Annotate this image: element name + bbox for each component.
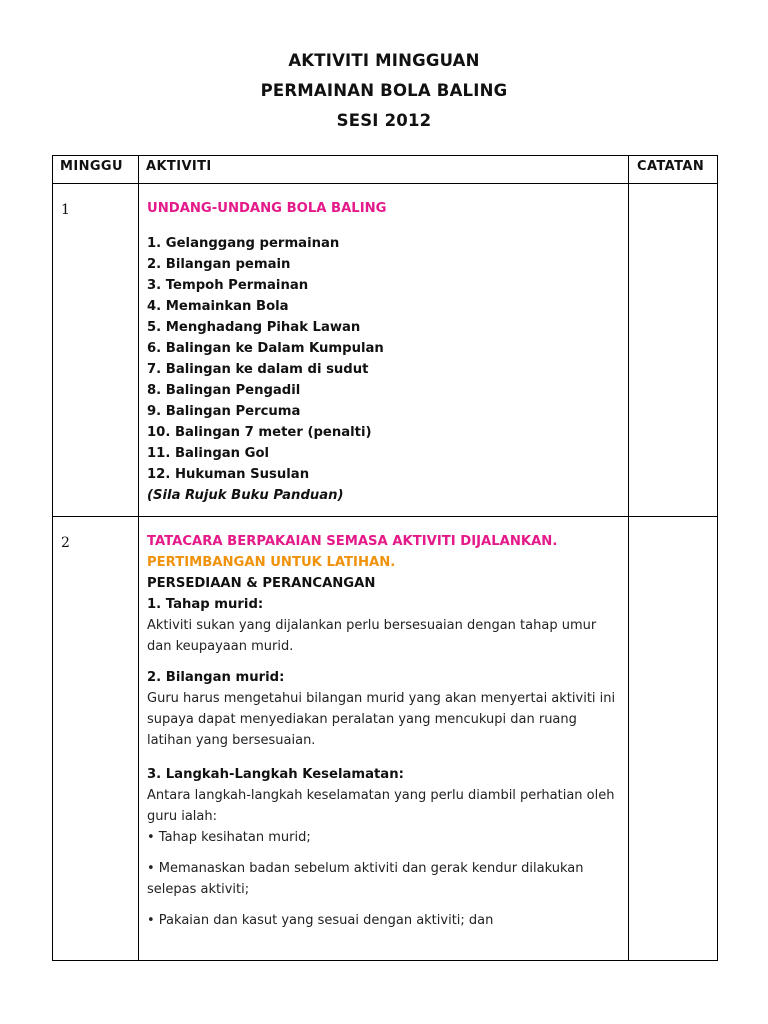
section-heading-attire: TATACARA BERPAKAIAN SEMASA AKTIVITI DIJALANKAN. <box>147 534 558 549</box>
list-item: 7. Balingan ke dalam di sudut <box>147 362 369 377</box>
activity-cell <box>139 184 629 517</box>
section-heading-training: PERTIMBANGAN UNTUK LATIHAN. <box>147 555 396 570</box>
list-item: • Memanaskan badan sebelum aktiviti dan gerak kendur dilakukan selepas aktiviti; <box>147 861 584 897</box>
list-item: 3. Tempoh Permainan <box>147 278 309 293</box>
list-item: • Tahap kesihatan murid; <box>147 830 311 845</box>
table-row-week-2 <box>53 517 718 961</box>
list-item: 9. Balingan Percuma <box>147 404 301 419</box>
list-item: 2. Bilangan pemain <box>147 257 291 272</box>
header-catatan: CATATAN <box>629 156 718 184</box>
week-number-cell: 1 <box>53 184 139 517</box>
week-number-cell: 2 <box>53 517 139 961</box>
list-item: 4. Memainkan Bola <box>147 299 289 314</box>
section-heading: UNDANG-UNDANG BOLA BALING <box>147 201 387 216</box>
list-item: 10. Balingan 7 meter (penalti) <box>147 425 372 440</box>
list-item: 12. Hukuman Susulan <box>147 467 310 482</box>
point-2-body: Guru harus mengetahui bilangan murid yang akan menyertai aktiviti ini supaya dapat menyediakan peralatan yang mencukupi dan ruang latihan yang bersesuaian. <box>147 691 616 748</box>
header-aktiviti: AKTIVITI <box>139 156 629 184</box>
list-item: 5. Menghadang Pihak Lawan <box>147 320 361 335</box>
subheading-preparation: PERSEDIAAN & PERANCANGAN <box>147 576 376 591</box>
table-header-row <box>53 156 718 184</box>
list-item: 1. Gelanggang permainan <box>147 236 340 251</box>
reference-note: (Sila Rujuk Buku Panduan) <box>147 488 344 503</box>
title-line-1: AKTIVITI MINGGUAN <box>288 51 480 70</box>
table-row-week-1 <box>53 184 718 517</box>
list-item: • Pakaian dan kasut yang sesuai dengan aktiviti; dan <box>147 913 494 928</box>
catatan-cell <box>629 517 718 961</box>
point-1-title: 1. Tahap murid: <box>147 597 264 612</box>
activity-table <box>52 155 718 961</box>
catatan-cell <box>629 184 718 517</box>
header-minggu: MINGGU <box>53 156 139 184</box>
title-line-3: SESI 2012 <box>336 111 432 130</box>
document-title <box>0 46 768 136</box>
point-3-body: Antara langkah-langkah keselamatan yang perlu diambil perhatian oleh guru ialah: <box>147 788 615 824</box>
rules-list <box>147 233 622 485</box>
activity-cell <box>139 517 629 961</box>
point-3-title: 3. Langkah-Langkah Keselamatan: <box>147 767 404 782</box>
list-item: 8. Balingan Pengadil <box>147 383 301 398</box>
list-item: 6. Balingan ke Dalam Kumpulan <box>147 341 384 356</box>
point-1-body: Aktiviti sukan yang dijalankan perlu bersesuaian dengan tahap umur dan keupayaan murid. <box>147 618 597 654</box>
point-2-title: 2. Bilangan murid: <box>147 670 285 685</box>
list-item: 11. Balingan Gol <box>147 446 270 461</box>
title-line-2: PERMAINAN BOLA BALING <box>260 81 508 100</box>
